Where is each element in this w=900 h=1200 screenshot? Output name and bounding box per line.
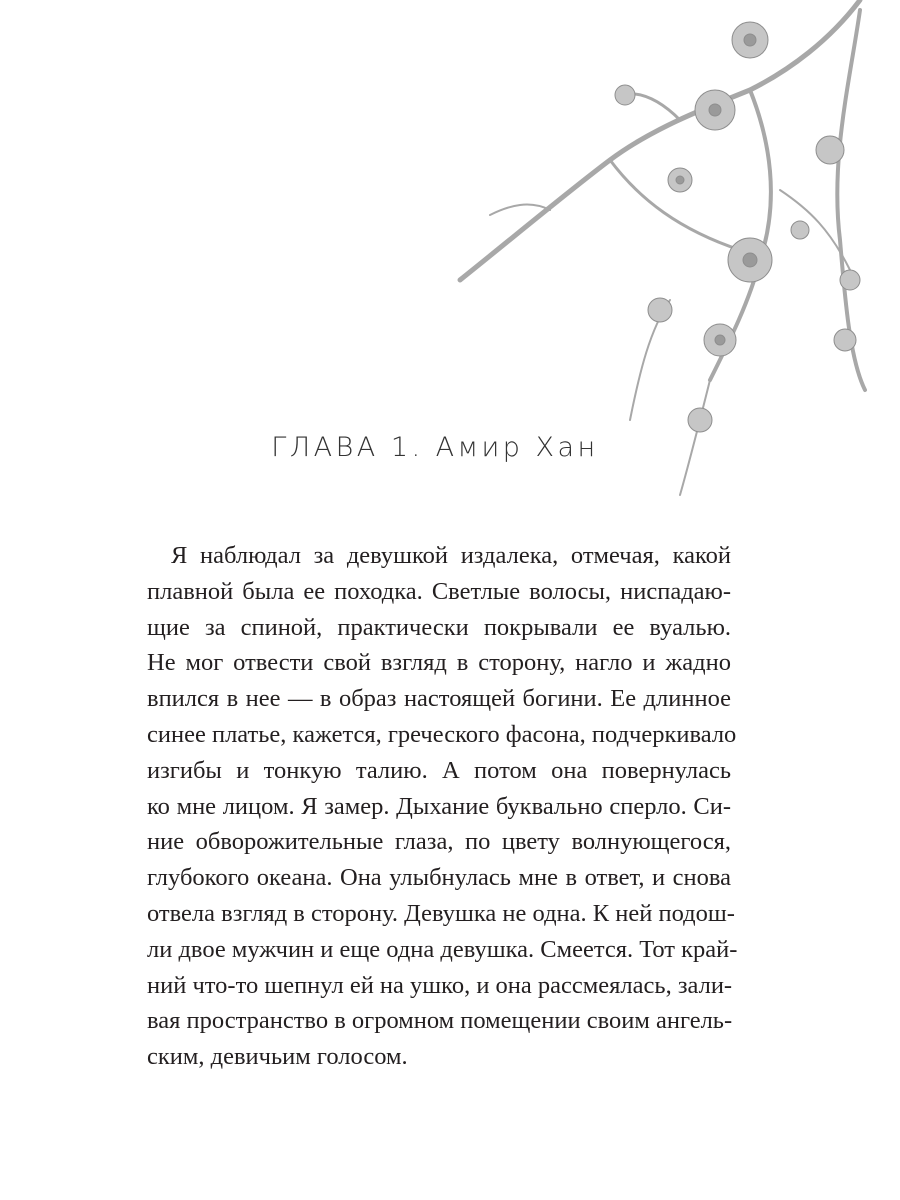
text-line: глубокого океана. Она улыбнулась мне в ответ, и снова — [147, 864, 731, 892]
text-line: Не мог отвести свой взгляд в сторону, нагло и жадно — [147, 649, 731, 677]
text-line: Я наблюдал за девушкой издалека, отмечая, какой — [171, 542, 731, 569]
text-line: ний что-то шепнул ей на ушко, и она рассмеялась, зали- — [147, 971, 733, 999]
text-line: отвела взгляд в сторону. Девушка не одна. К ней подош- — [147, 899, 735, 927]
chapter-title: ГЛАВА 1. Амир Хан — [271, 432, 599, 463]
text-line: вая пространство в огромном помещении своим ангель- — [147, 1007, 733, 1035]
text-line: плавной была ее походка. Светлые волосы, ниспадаю- — [147, 577, 731, 605]
text-line: изгибы и тонкую талию. А потом она повернулась — [147, 756, 731, 784]
text-line: ли двое мужчин и еще одна девушка. Смеется. Тот край- — [147, 935, 738, 963]
text-line: ко мне лицом. Я замер. Дыхание буквально сперло. Си- — [147, 792, 731, 820]
text-line: ние обворожительные глаза, по цвету волнующегося, — [147, 828, 731, 856]
text-line: щие за спиной, практически покрывали ее вуалью. — [147, 613, 731, 641]
text-line: синее платье, кажется, греческого фасона, подчеркивало — [147, 720, 737, 748]
text-line: впился в нее — в образ настоящей богини. Ее длинное — [147, 685, 731, 713]
cherry-blossom-branch-illustration — [450, 0, 870, 500]
text-line: ским, девичьим голосом. — [147, 1043, 408, 1071]
chapter-body-paragraph — [147, 538, 738, 1075]
